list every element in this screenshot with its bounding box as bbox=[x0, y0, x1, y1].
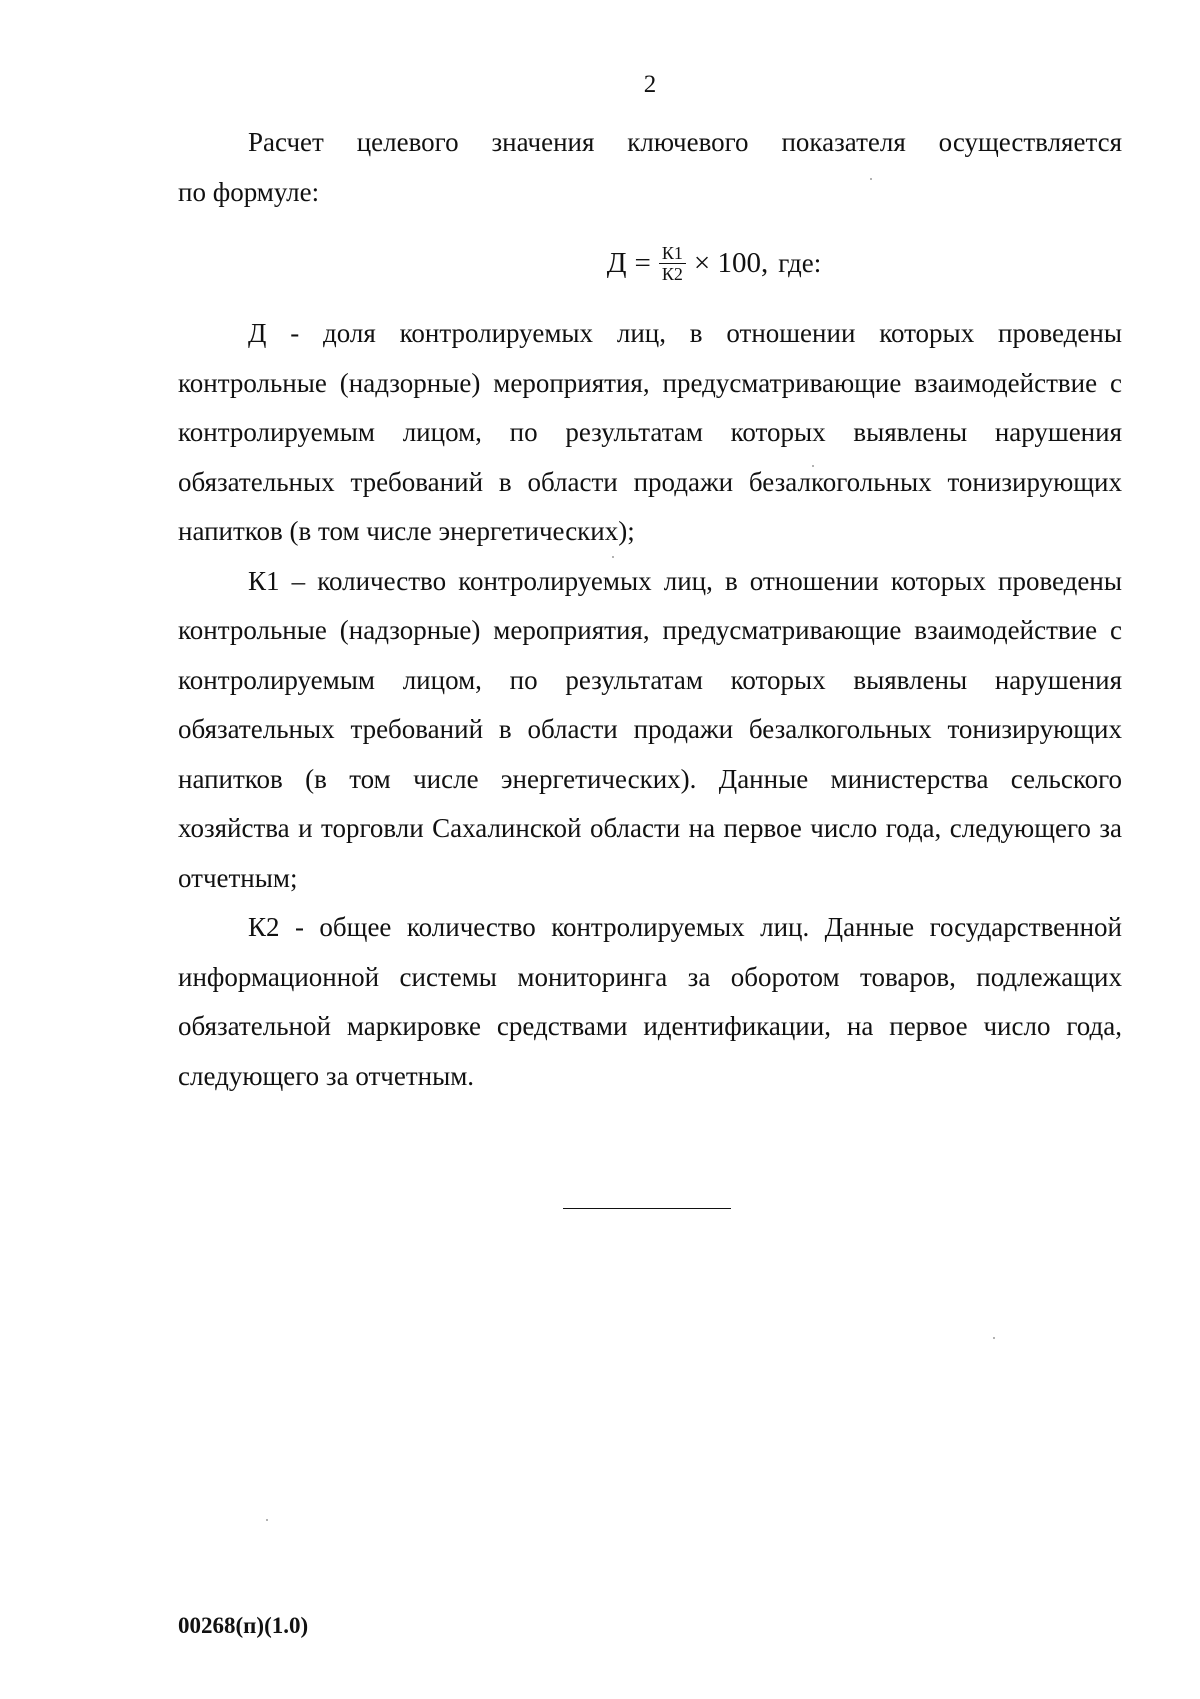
definition-k1: К1 – количество контролируемых лиц, в отношении которых проведены контрольные (надзорные) мероприятия, предусматривающие взаимодействие с контролируемым лицом, по результатам которых выявлены нарушения обязательных требований в области продажи безалкогольных тонизирующих напитков (в том числе энергетических). Данные министерства сельского хозяйства и торговли Сахалинской области на первое число года, следующего за отчетным; bbox=[178, 565, 1122, 893]
scan-speck bbox=[870, 178, 872, 180]
scan-speck bbox=[612, 556, 614, 558]
formula-lhs: Д bbox=[606, 247, 627, 279]
formula-fraction bbox=[659, 243, 686, 284]
formula-denominator: К2 bbox=[661, 263, 683, 284]
page-number: 2 bbox=[643, 71, 657, 98]
document-body bbox=[178, 118, 1122, 1101]
formula-equals: = bbox=[634, 247, 651, 279]
scan-speck bbox=[812, 465, 814, 467]
formula-suffix: где: bbox=[778, 248, 822, 278]
definition-k2: К2 - общее количество контролируемых лиц. Данные государственной информационной системы мониторинга за оборотом товаров, подлежащих обязательной маркировке средствами идентификации, на первое число года, следующего за отчетным. bbox=[178, 912, 1122, 1091]
formula bbox=[178, 217, 1122, 309]
scan-speck bbox=[266, 1519, 268, 1521]
intro-paragraph-line2: по формуле: bbox=[178, 176, 320, 207]
document-code: 00268(п)(1.0) bbox=[178, 1613, 309, 1638]
definition-d: Д - доля контролируемых лиц, в отношении которых проведены контрольные (надзорные) мероприятия, предусматривающие взаимодействие с контролируемым лицом, по результатам которых выявлены нарушения обязательных требований в области продажи безалкогольных тонизирующих напитков (в том числе энергетических); bbox=[178, 318, 1122, 546]
scan-speck bbox=[993, 1337, 995, 1339]
separator-line bbox=[563, 1208, 731, 1209]
formula-numerator: К1 bbox=[659, 243, 686, 264]
formula-operator: × 100, bbox=[693, 247, 769, 279]
intro-paragraph-line1: Расчет целевого значения ключевого показателя осуществляется bbox=[248, 127, 1122, 157]
